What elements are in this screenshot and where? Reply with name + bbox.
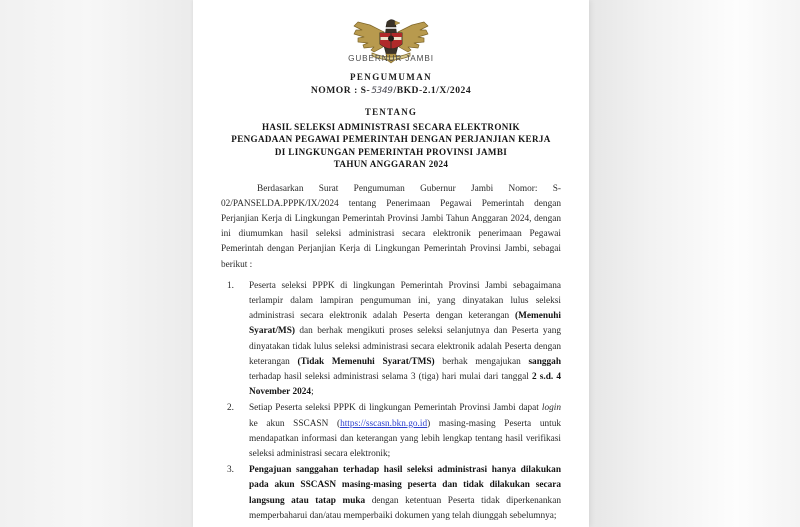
clause-item-2: [221, 401, 561, 462]
clause-2-text-3: ) masing-masing Peserta untuk mendapatkan informasi dan keterangan yang lebih lengkap tentang hasil verifikasi seleksi administrasi secara elektronik;: [249, 418, 561, 460]
organization-name: GUBERNUR JAMBI: [348, 54, 434, 63]
clause-marker-3: 3.: [227, 465, 234, 476]
document-page: [193, 0, 589, 527]
document-type-label: PENGUMUMAN: [350, 72, 432, 82]
clause-2-italic-login: login: [541, 403, 561, 414]
sscasn-portal-link[interactable]: https://sscasn.bkn.go.id: [340, 418, 428, 429]
clause-2-text-1: Setiap Peserta seleksi PPPK di lingkungan Pemerintah Provinsi Jambi dapat: [249, 403, 542, 414]
clause-1-bold-tidak-memenuhi-syarat: (Tidak Memenuhi Syarat/TMS): [297, 356, 435, 367]
opening-paragraph: Berdasarkan Surat Pengumuman Gubernur Jambi Nomor: S-02/PANSELDA.PPPK/IX/2024 tentang Penerimaan Pegawai Pemerintah dengan Perjanjian Kerja di Lingkungan Pemerintah Provinsi Jambi Tahun Anggaran 2024, dengan ini diumumkan hasil seleksi administrasi secara elektronik penerimaan Pegawai Pemerintah dengan Perjanjian Kerja di Lingkungan Pemerintah Provinsi Jambi, sebagai berikut :: [221, 183, 561, 270]
clause-1-text-3: berhak mengajukan: [434, 356, 529, 367]
clause-3-bold-pengajuan-sanggahan: Pengajuan sanggahan terhadap hasil seleksi administrasi hanya dilakukan pada akun SSCASN masing-masing peserta dan tidak dilakukan secara langsung atau tatap muka: [249, 465, 561, 506]
scan-backdrop-left: [0, 0, 196, 527]
document-title-line-2: PENGADAAN PEGAWAI PEMERINTAH DENGAN PERJANJIAN KERJA: [231, 134, 551, 145]
document-title-line-4: TAHUN ANGGARAN 2024: [333, 159, 449, 170]
document-number-handwritten: 5349: [371, 86, 393, 96]
clause-marker-1: 1.: [227, 280, 234, 291]
clause-3-text-1: dengan ketentuan Peserta tidak diperkenankan memperbaharui dan/atau memperbaiki dokumen yang telah diunggah sebelumnya;: [249, 495, 561, 521]
document-title-block: [193, 121, 589, 171]
document-title-line-3: DI LINGKUNGAN PEMERINTAH PROVINSI JAMBI: [274, 146, 508, 157]
scan-backdrop-right: [588, 0, 800, 527]
document-body: [221, 171, 561, 524]
clause-item-1: [221, 279, 561, 401]
document-title-line-1: HASIL SELEKSI ADMINISTRASI SECARA ELEKTRONIK: [262, 122, 520, 132]
clause-1-text-2: dan berhak mengikuti proses seleksi selanjutnya dan Peserta yang dinyatakan tidak lulus seleksi administrasi secara elektronik adalah Peserta dengan keterangan: [249, 326, 561, 367]
emblem-container: [193, 0, 589, 52]
clause-item-3: [221, 463, 561, 524]
clause-marker-2: 2.: [227, 403, 234, 414]
clause-2-text-2: ke akun SSCASN (: [249, 418, 341, 429]
document-number-prefix: NOMOR : S-: [310, 85, 371, 96]
clause-1-text-5: ;: [311, 387, 314, 398]
numbered-clause-list: [221, 279, 561, 524]
document-number-suffix: /BKD-2.1/X/2024: [393, 85, 472, 96]
clause-1-text-4: terhadap hasil seleksi administrasi selama 3 (tiga) hari mulai dari tanggal: [249, 372, 532, 383]
clause-1-bold-sanggah: sanggah: [528, 356, 561, 367]
regarding-label: TENTANG: [364, 107, 418, 117]
clause-1-bold-sanggah-period: 2 s.d. 4 November 2024: [249, 372, 561, 398]
clause-1-text-1: Peserta seleksi PPPK di lingkungan Pemerintah Provinsi Jambi sebagaimana terlampir dalam lampiran pengumuman ini, yang dinyatakan lulus seleksi administrasi secara elektronik adalah Peserta dengan keterangan: [249, 280, 561, 322]
clause-1-bold-memenuhi-syarat: (Memenuhi Syarat/MS): [249, 311, 561, 337]
document-page-content: [193, 0, 589, 527]
document-number-line: [193, 85, 589, 96]
